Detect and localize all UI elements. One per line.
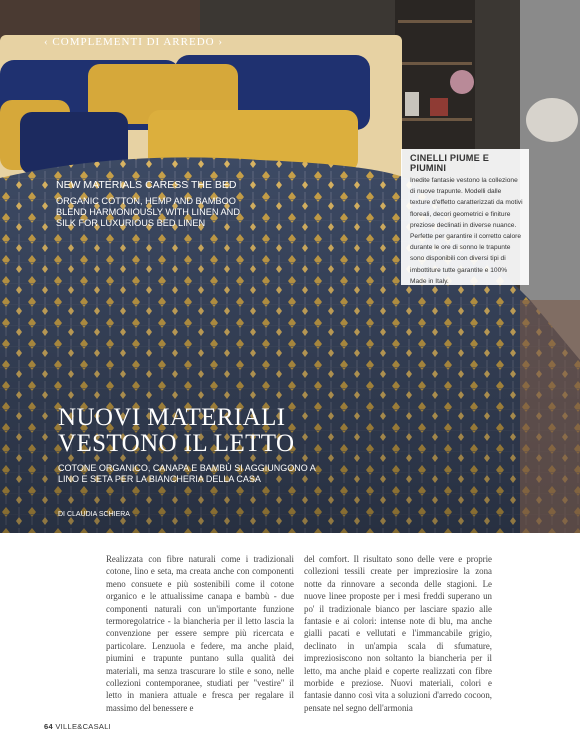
article-column-1: Realizzata con fibre naturali come i tradizionali cotone, lino e seta, ma creata anche con componenti meno consuete e più sostenibili come il cotone organico e le attualissime canapa e bambù - due componenti naturali con un'importante funzione termoregolatrice - la biancheria per il letto lascia la convenzione per essere sempre più ricercata e particolare. Lenzuola e federe, ma anche plaid, piumini e trapunte puntano sulla qualità dei materiali, ma senza trascurare lo stile e sono, nelle collezioni contemporanee, studiati per "vestire" il letto in maniera attuale e fresca per regalare il massimo del benessere e [106, 554, 294, 713]
english-heading: NEW MATERIALS CARESS THE BED [56, 179, 237, 191]
article-subtitle: COTONE ORGANICO, CANAPA E BAMBÙ SI AGGIUNGONO A LINO E SETA PER LA BIANCHERIA DELLA CASA [58, 463, 316, 484]
magazine-name: VILLE&CASALI [55, 722, 112, 731]
article-title: NUOVI MATERIALI VESTONO IL LETTO [58, 404, 295, 457]
page-number: 64 [44, 722, 53, 731]
sidebar-heading: CINELLI PIUME E PIUMINI [410, 153, 490, 173]
english-summary [56, 180, 246, 229]
article-byline: DI CLAUDIA SCHIERA [58, 511, 130, 518]
sidebar-text: Inedite fantasie vestono la collezione di nuove trapunte. Modelli dalle texture d'effetto caratterizzati da motivi floreali, decori geometrici e finiture preziose declinati in diverse nuance. Perfette per garantire il corretto calore durante le ore di sonno le trapunte sono disponibili con diversi tipi di imbottiture tutte garantite e 100% Made in Italy. [410, 177, 523, 285]
page-footer [44, 722, 111, 731]
section-label: ‹ COMPLEMENTI DI ARREDO › [44, 36, 223, 48]
sidebar-box [401, 149, 529, 285]
article-column-2: del comfort. Il risultato sono delle vere e proprie collezioni tessili create per impreziosire la zona notte da rinnovare a seconda delle stagioni. Le nuove linee proposte per i mesi freddi superano un po' il tradizionale bianco per lasciare spazio alle fantasie e ai colori: intense note di blu, ma anche gialli pacati e vellutati e l'immancabile grigio, declinato in un'ampia scala di sfumature, impreziosiscono non soltanto la biancheria per il letto, ma anche plaid e coperte realizzati con fibre morbide e preziose. Nuovi materiali, colori e fantasie danno così vita a soluzioni d'arredo cocoon, pensate nel segno dell'armonia [304, 554, 492, 713]
english-text: ORGANIC COTTON, HEMP AND BAMBOO BLEND HARMONIOUSLY WITH LINEN AND SILK FOR LUXURIOUS BED LINEN [56, 196, 240, 228]
